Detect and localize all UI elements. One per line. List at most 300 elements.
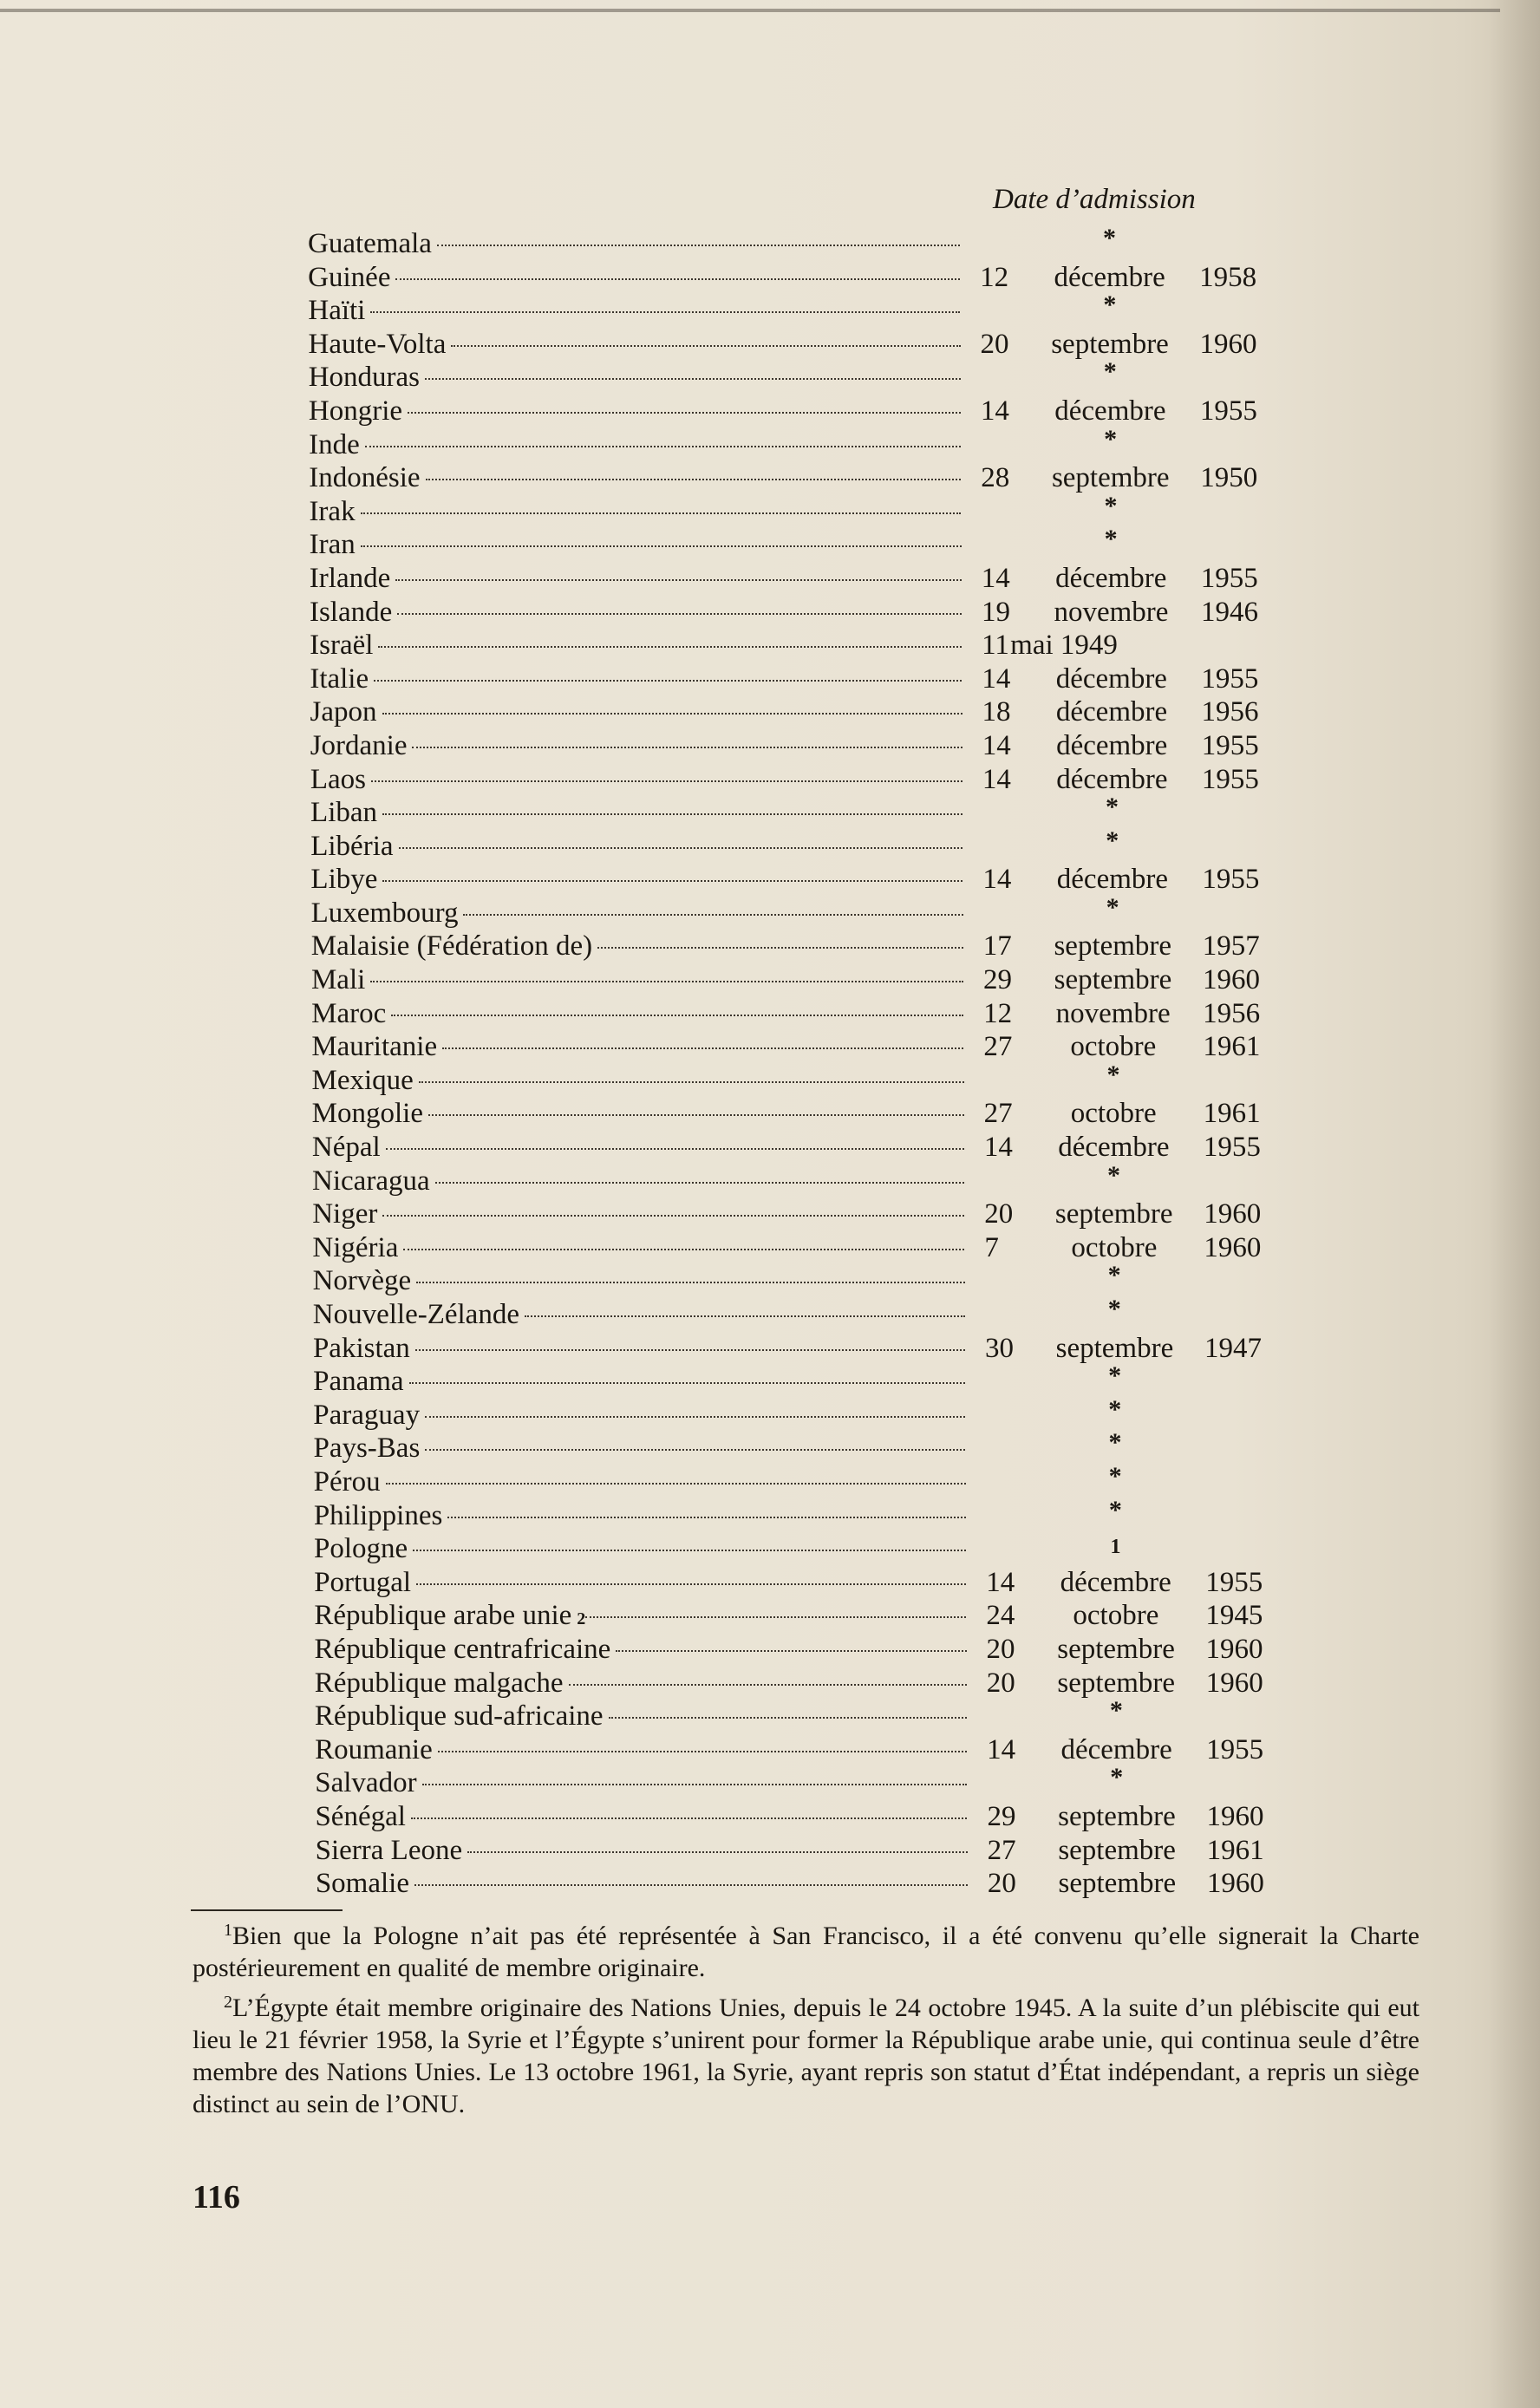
original-member-asterisk: * [1106, 793, 1119, 822]
country-cell [311, 997, 970, 1030]
footnote-number: 2 [224, 1993, 232, 2012]
country-name: République malgache [314, 1667, 564, 1699]
footnotes [192, 1915, 1419, 2123]
admission-day: 24 [986, 1600, 1015, 1632]
admission-month: décembre [1055, 562, 1167, 594]
dot-leader [365, 446, 961, 447]
admission-year: 1960 [1204, 1231, 1262, 1263]
dot-leader [425, 1449, 965, 1451]
admission-day: 14 [987, 1733, 1016, 1765]
dot-leader [442, 1047, 963, 1049]
table-row [309, 525, 1294, 562]
admission-month: septembre [1058, 1868, 1177, 1900]
table-row [316, 1867, 1300, 1901]
table-row [315, 1800, 1299, 1834]
country-cell [309, 361, 968, 394]
country-name: Salvador [315, 1767, 417, 1799]
table-row [312, 1097, 1296, 1131]
dot-leader [428, 1114, 964, 1116]
admission-year: 1946 [1200, 596, 1258, 628]
original-member-asterisk: * [1103, 290, 1117, 320]
original-member-asterisk: * [1108, 1461, 1122, 1491]
original-member-asterisk: * [1108, 1428, 1122, 1458]
country-cell [311, 897, 970, 930]
country-cell [310, 863, 969, 896]
admission-year: 1957 [1202, 930, 1260, 963]
dot-leader [435, 1182, 964, 1184]
country-cell [315, 1800, 974, 1833]
country-name: Italie [310, 662, 369, 695]
admission-day: 20 [986, 1667, 1015, 1699]
country-cell [312, 1165, 971, 1197]
admission-year: 1960 [1206, 1800, 1264, 1832]
country-name: Malaisie (Fédération de) [310, 930, 593, 963]
dot-leader [371, 780, 962, 782]
dot-leader [467, 1851, 968, 1853]
country-cell [310, 763, 969, 796]
original-member-asterisk: * [1104, 491, 1118, 520]
table-row [310, 892, 1295, 930]
country-name: Paraguay [313, 1399, 421, 1431]
dot-leader [419, 1081, 964, 1083]
country-name: Guatemala [308, 228, 432, 259]
dot-leader [597, 947, 963, 949]
country-name: Hongrie [308, 395, 403, 427]
country-name: Nigéria [312, 1231, 399, 1263]
country-name: République centrafricaine [314, 1633, 611, 1665]
original-member-asterisk: * [1106, 826, 1119, 855]
original-member-asterisk: * [1108, 1394, 1122, 1424]
admission-year: 1955 [1201, 729, 1259, 761]
country-cell [314, 1465, 973, 1498]
country-cell [313, 1332, 972, 1365]
original-member-asterisk: * [1107, 1261, 1121, 1290]
admission-month: décembre [1054, 261, 1165, 293]
dot-leader [412, 747, 962, 748]
dot-leader [382, 813, 962, 815]
admission-month: septembre [1058, 1834, 1176, 1866]
original-member-asterisk: * [1108, 1495, 1122, 1524]
table-row [312, 1197, 1296, 1231]
table-row [310, 695, 1295, 729]
country-name: Niger [312, 1198, 378, 1230]
admission-month: décembre [1056, 864, 1169, 896]
country-cell [316, 1834, 975, 1867]
country-cell [309, 395, 968, 427]
admission-month: décembre [1055, 696, 1168, 728]
dot-leader [447, 1517, 965, 1518]
country-cell [315, 1766, 974, 1799]
table-row [310, 826, 1295, 864]
admission-year: 1956 [1201, 696, 1259, 728]
admission-month: octobre [1071, 1231, 1158, 1263]
country-name: Islande [309, 596, 393, 628]
table-row [308, 224, 1292, 261]
country-cell [315, 1700, 974, 1733]
country-cell [313, 1264, 972, 1297]
admission-year: 1955 [1201, 662, 1259, 695]
admission-year: 1955 [1206, 1733, 1264, 1765]
country-name: Libye [310, 864, 378, 896]
table-row [308, 290, 1292, 328]
admission-month: décembre [1054, 395, 1166, 427]
country-cell [310, 596, 969, 629]
original-member-asterisk: * [1106, 892, 1119, 922]
admission-month: décembre [1056, 729, 1168, 761]
admission-month: décembre [1056, 763, 1168, 795]
admission-month: décembre [1060, 1566, 1171, 1598]
admission-day: 20 [987, 1868, 1016, 1900]
admission-month: septembre [1051, 462, 1170, 494]
country-name: Maroc [311, 997, 387, 1029]
dot-leader [525, 1315, 965, 1317]
admission-month: septembre [1055, 1332, 1174, 1364]
admission-day: 27 [983, 1031, 1013, 1063]
dot-leader [569, 1684, 967, 1686]
dot-leader [426, 479, 962, 480]
admission-year: 1950 [1200, 462, 1258, 494]
table-row [313, 1495, 1298, 1533]
admission-month: octobre [1070, 1098, 1157, 1130]
country-cell [315, 1667, 974, 1700]
admission-year: 1955 [1202, 864, 1260, 896]
admission-year: 1960 [1205, 1633, 1263, 1665]
admission-month: octobre [1070, 1031, 1157, 1063]
country-name: Honduras [308, 362, 421, 394]
admission-day: 20 [980, 328, 1009, 360]
country-name: Libéria [310, 830, 394, 862]
country-cell [313, 1298, 972, 1331]
dot-leader [382, 1215, 964, 1217]
admission-day: 18 [982, 696, 1011, 728]
top-edge-rule [0, 9, 1500, 12]
dot-leader [416, 1282, 964, 1283]
country-name: Luxembourg [310, 897, 459, 929]
admission-year: 1955 [1200, 562, 1258, 594]
country-name: Inde [309, 428, 360, 460]
country-name: Panama [313, 1366, 404, 1398]
dot-leader [411, 1817, 968, 1819]
original-member-asterisk: * [1103, 224, 1116, 252]
country-name: Népal [311, 1132, 381, 1164]
admission-day: 14 [983, 1132, 1013, 1164]
admission-year: 1955 [1201, 763, 1259, 795]
country-cell [314, 1499, 973, 1532]
spine-shadow [1488, 0, 1540, 2408]
dot-leader [386, 1483, 966, 1485]
admission-day: 28 [981, 462, 1010, 494]
country-cell [312, 1064, 971, 1097]
admission-day: 30 [984, 1332, 1014, 1364]
table-row [314, 1566, 1298, 1600]
country-cell [313, 1399, 972, 1432]
country-name: Israël [310, 630, 374, 662]
country-cell [310, 695, 969, 728]
country-name: Mauritanie [311, 1031, 438, 1063]
country-name: Sierra Leone [315, 1834, 463, 1866]
admission-year: 1947 [1204, 1332, 1262, 1364]
country-cell [311, 963, 970, 996]
admission-month: septembre [1058, 1800, 1176, 1832]
country-cell [310, 796, 969, 829]
country-name: Haute-Volta [308, 328, 447, 360]
original-member-asterisk: * [1106, 1060, 1120, 1089]
footnote-number: 1 [224, 1921, 232, 1940]
admission-day: 12 [983, 997, 1013, 1029]
admission-month: décembre [1055, 662, 1167, 695]
country-cell [310, 662, 969, 695]
country-name: Iran [309, 529, 356, 561]
admission-day: 20 [986, 1633, 1015, 1665]
admission-day: 14 [980, 395, 1009, 427]
admission-month: septembre [1054, 1198, 1173, 1230]
member-states-table [308, 224, 1292, 1901]
country-cell [309, 328, 968, 361]
table-row [308, 357, 1293, 395]
admission-month: septembre [1057, 1633, 1175, 1665]
original-member-asterisk: * [1110, 1763, 1124, 1792]
country-name: République sud-africaine [314, 1700, 604, 1733]
country-name: Pakistan [312, 1332, 410, 1364]
country-name: Indonésie [309, 462, 421, 494]
admission-year: 1956 [1203, 997, 1261, 1029]
country-name: Liban [310, 797, 378, 829]
dot-leader [382, 713, 962, 715]
table-row [309, 424, 1293, 462]
table-row [311, 930, 1295, 963]
admission-year: 1960 [1199, 328, 1257, 360]
admission-year: 1958 [1199, 261, 1257, 293]
table-row [312, 1295, 1297, 1332]
admission-year: 1961 [1206, 1834, 1264, 1866]
admission-month: décembre [1060, 1733, 1172, 1765]
country-cell [309, 461, 968, 494]
country-cell [310, 562, 969, 595]
country-name: Pérou [313, 1465, 381, 1498]
admission-day: 12 [980, 261, 1009, 293]
admission-year: 1961 [1203, 1098, 1261, 1130]
table-row [311, 1060, 1296, 1098]
dot-leader [425, 378, 961, 380]
country-name: Pays-Bas [313, 1432, 421, 1465]
admission-month: septembre [1054, 930, 1172, 963]
country-name: Philippines [313, 1499, 443, 1531]
footnote-mark: 1 [1110, 1536, 1121, 1559]
admission-day: 11 [982, 630, 1009, 662]
admission-day: 14 [982, 662, 1011, 695]
country-name: Mexique [311, 1064, 414, 1096]
admission-month: octobre [1073, 1600, 1159, 1632]
dot-leader [370, 981, 963, 982]
dot-leader [370, 311, 960, 313]
country-cell [312, 1131, 971, 1164]
admission-year: 1960 [1205, 1667, 1263, 1699]
country-cell [313, 1432, 972, 1465]
admission-year: 1955 [1203, 1132, 1261, 1164]
country-cell [315, 1733, 974, 1766]
dot-leader [416, 1583, 966, 1585]
country-cell [308, 294, 967, 327]
country-name: Portugal [314, 1566, 412, 1598]
original-member-asterisk: * [1109, 1696, 1123, 1726]
table-row [314, 1696, 1299, 1733]
admission-month: septembre [1057, 1667, 1176, 1699]
dot-leader [403, 1249, 964, 1250]
country-name: Laos [310, 763, 367, 795]
table-row [310, 662, 1294, 696]
page-number: 116 [192, 2179, 240, 2215]
dot-leader [438, 1751, 967, 1752]
dot-leader [395, 278, 960, 280]
footnote-reference: 2 [577, 1609, 586, 1629]
admission-day: 27 [987, 1834, 1016, 1866]
country-cell [310, 729, 969, 762]
dot-leader [391, 1015, 963, 1016]
admission-year: 1960 [1204, 1198, 1262, 1230]
dot-leader [585, 1616, 966, 1618]
table-row [311, 997, 1295, 1031]
admission-month: novembre [1055, 997, 1171, 1029]
dot-leader [408, 412, 961, 414]
country-name: Guinée [308, 261, 391, 293]
dot-leader [451, 345, 960, 347]
footnote-separator [191, 1909, 343, 1911]
table-row [310, 729, 1295, 763]
dot-leader [361, 512, 962, 514]
table-row [314, 1599, 1298, 1633]
admission-day: 20 [984, 1198, 1014, 1230]
dot-leader [395, 579, 962, 581]
admission-year: 1960 [1202, 964, 1260, 996]
original-member-asterisk: * [1104, 525, 1118, 554]
country-cell [312, 1197, 971, 1230]
country-name: Japon [310, 696, 377, 728]
country-cell [314, 1532, 973, 1565]
country-cell [310, 528, 969, 561]
country-name: Haïti [308, 295, 366, 327]
country-name: Nouvelle-Zélande [312, 1299, 519, 1330]
original-member-asterisk: * [1103, 357, 1117, 387]
admission-month: septembre [1051, 328, 1169, 360]
footnote-text: L’Égypte était membre originaire des Nations Unies, depuis le 24 octobre 1945. A la suite d’un plébiscite qui eut lieu le 21 février 1958, la Syrie et l’Égypte s’unirent pour former la République arabe unie, qui continua seule d’être membre des Nations Unies. Le 13 octobre 1961, la Syrie, ayant repris son statut d’État indépendant, a repris un siège distinct au sein de l’ONU. [192, 1994, 1419, 2118]
table-row [310, 562, 1294, 596]
admission-day: 29 [982, 964, 1012, 996]
country-cell [309, 428, 968, 461]
admission-month: novembre [1054, 596, 1169, 628]
country-cell [310, 830, 969, 863]
dot-leader [374, 680, 962, 682]
admission-year: 1960 [1206, 1868, 1264, 1900]
table-row [310, 629, 1294, 662]
dot-leader [361, 545, 962, 547]
country-name: Pologne [314, 1533, 408, 1565]
dot-leader [399, 847, 963, 849]
country-name: Sénégal [315, 1800, 406, 1832]
dot-leader [413, 1550, 966, 1551]
footnote-text: Bien que la Pologne n’ait pas été représentée à San Francisco, il a été convenu qu’elle signerait la Charte postérieurement en qualité de membre originaire. [192, 1922, 1419, 1982]
admission-day: 27 [983, 1098, 1013, 1130]
dot-leader [409, 1382, 966, 1384]
footnote-2 [192, 1987, 1419, 2120]
country-name: Norvège [312, 1265, 412, 1297]
dot-leader [414, 1884, 968, 1886]
footnote-1 [192, 1915, 1419, 1984]
dot-leader [463, 914, 962, 916]
admission-month: septembre [1054, 964, 1172, 996]
original-member-asterisk: * [1107, 1160, 1121, 1190]
dot-leader [609, 1717, 967, 1719]
country-name: Mongolie [311, 1098, 423, 1130]
table-row [315, 1763, 1299, 1800]
admission-month: mai 1949 [1010, 630, 1118, 662]
country-name: Irlande [309, 562, 391, 594]
admission-day: 17 [982, 930, 1012, 963]
admission-year: 1955 [1199, 395, 1257, 427]
country-name: Roumanie [315, 1733, 433, 1765]
country-cell [316, 1867, 975, 1900]
country-name: République arabe unie [314, 1600, 572, 1632]
admission-year: 1945 [1205, 1600, 1263, 1632]
dot-leader [415, 1349, 965, 1351]
country-cell [315, 1633, 974, 1666]
dot-leader [386, 1148, 964, 1150]
country-name: Mali [310, 964, 366, 996]
table-row [311, 963, 1295, 997]
country-name: Somalie [315, 1868, 409, 1900]
admission-day: 14 [982, 763, 1011, 795]
country-cell [313, 1365, 972, 1398]
dot-leader [382, 880, 962, 882]
admission-date-column-header: Date d’admission [993, 184, 1196, 215]
country-cell [309, 495, 968, 528]
admission-day: 7 [984, 1231, 999, 1263]
admission-day: 14 [981, 562, 1010, 594]
admission-day: 29 [987, 1800, 1016, 1832]
original-member-asterisk: * [1108, 1361, 1122, 1391]
admission-day: 19 [981, 596, 1010, 628]
country-cell [308, 261, 967, 294]
table-row [310, 596, 1294, 630]
dot-leader [437, 245, 960, 246]
country-cell [314, 1566, 973, 1599]
original-member-asterisk: * [1104, 424, 1118, 454]
original-member-asterisk: * [1107, 1295, 1121, 1323]
admission-day: 14 [982, 864, 1012, 896]
country-cell [311, 1030, 970, 1063]
admission-day: 14 [986, 1566, 1015, 1598]
country-cell [308, 227, 967, 260]
country-name: Nicaragua [312, 1165, 430, 1197]
admission-day: 14 [982, 729, 1011, 761]
table-row [312, 1160, 1296, 1198]
admission-month: décembre [1058, 1132, 1170, 1164]
dot-leader [397, 613, 962, 615]
dot-leader [425, 1416, 965, 1418]
dot-leader [422, 1784, 968, 1785]
country-cell [312, 1097, 971, 1130]
country-cell [312, 1231, 971, 1264]
table-row [315, 1633, 1299, 1667]
country-name: Jordanie [310, 729, 408, 761]
admission-year: 1961 [1203, 1031, 1261, 1063]
dot-leader [616, 1650, 966, 1652]
country-cell [314, 1599, 973, 1635]
table-row [314, 1532, 1298, 1566]
country-cell [311, 930, 970, 963]
table-row [316, 1834, 1300, 1868]
dot-leader [378, 646, 962, 648]
country-cell [310, 629, 969, 662]
